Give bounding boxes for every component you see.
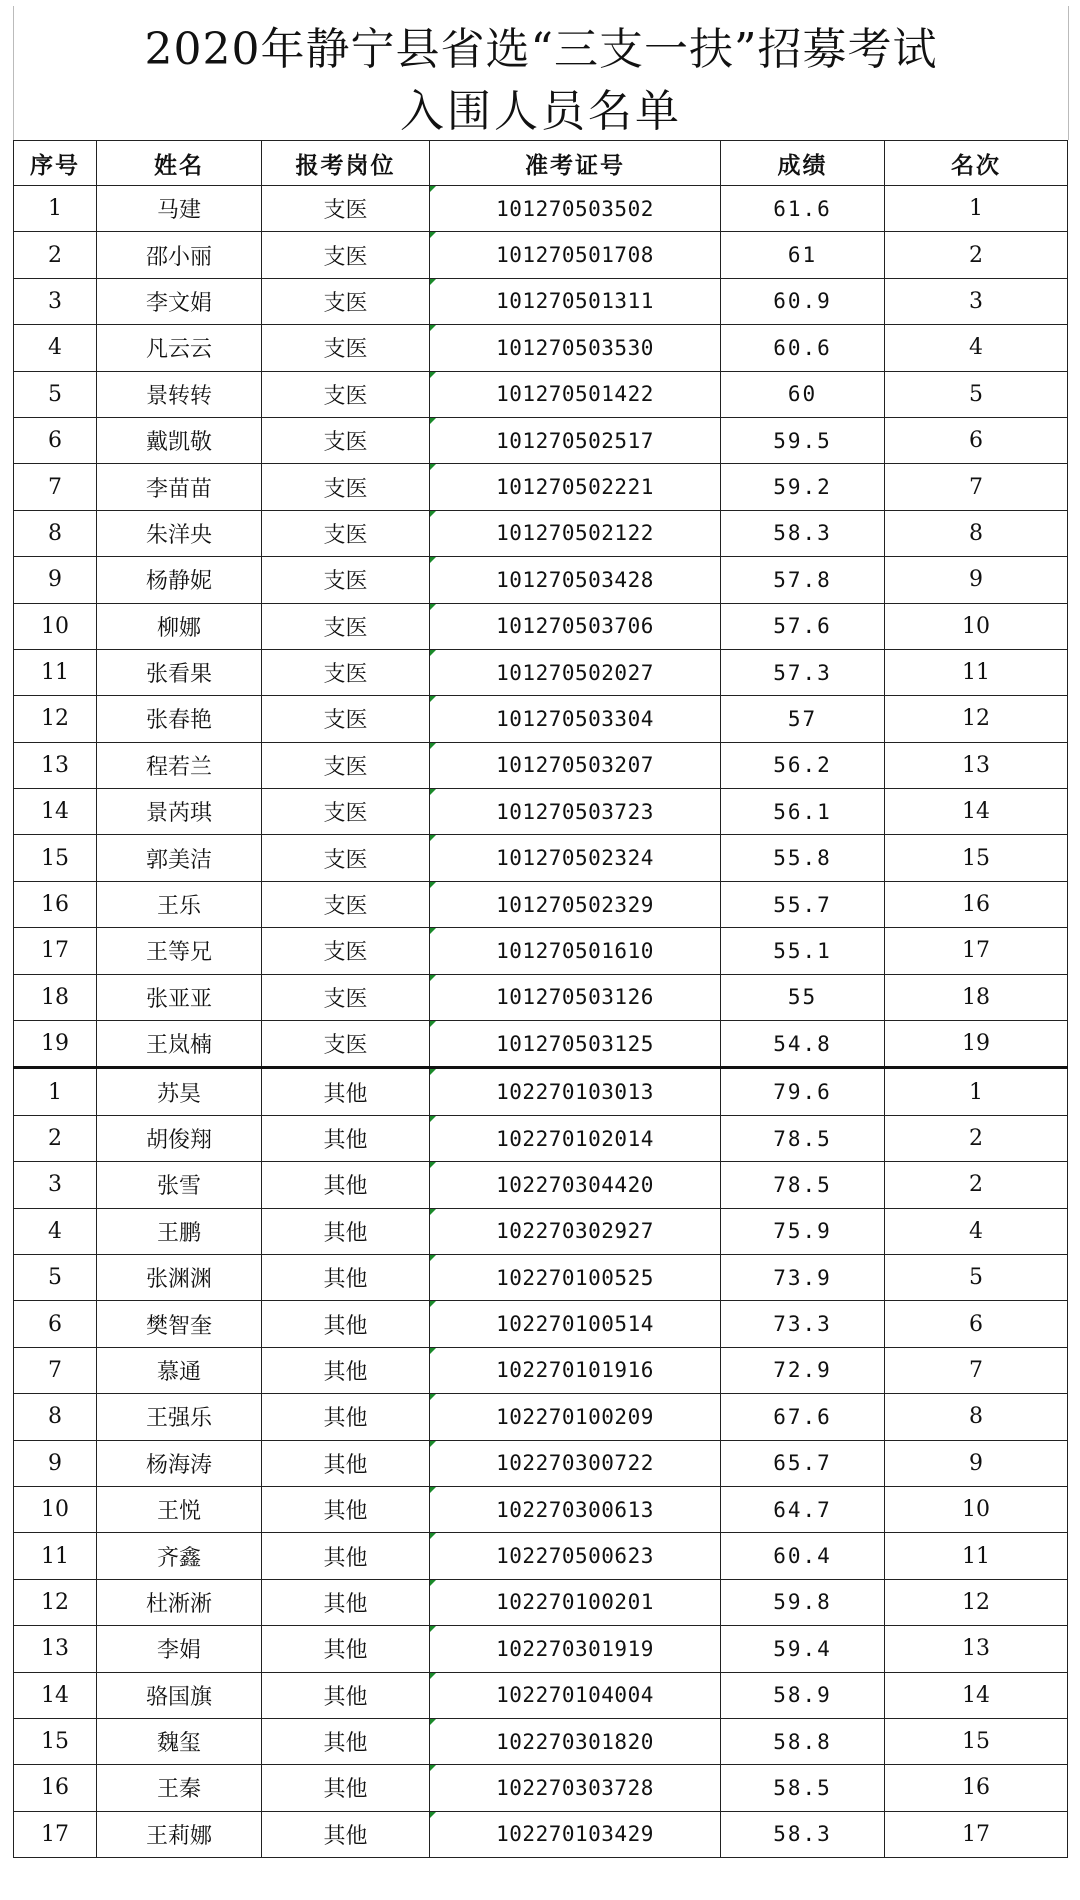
cell-post: 支医 [262, 696, 430, 742]
cell-rank: 10 [885, 603, 1068, 649]
cell-serial: 15 [14, 1718, 97, 1764]
cell-rank: 1 [885, 186, 1068, 232]
table-row [14, 928, 1068, 974]
cell-serial: 2 [14, 1115, 97, 1161]
cell-exam-id: 101270503125 [430, 1021, 721, 1068]
cell-exam-id: 102270104004 [430, 1672, 721, 1718]
cell-rank: 5 [885, 1254, 1068, 1300]
cell-post: 其他 [262, 1718, 430, 1764]
cell-serial: 3 [14, 1162, 97, 1208]
cell-name: 王悦 [97, 1486, 262, 1532]
header-score: 成绩 [721, 141, 885, 186]
cell-rank: 12 [885, 696, 1068, 742]
cell-serial: 11 [14, 1533, 97, 1579]
cell-serial: 5 [14, 1254, 97, 1300]
cell-rank: 4 [885, 325, 1068, 371]
cell-post: 支医 [262, 974, 430, 1020]
cell-name: 王鹏 [97, 1208, 262, 1254]
table-row [14, 881, 1068, 927]
cell-rank: 5 [885, 371, 1068, 417]
cell-name: 胡俊翔 [97, 1115, 262, 1161]
cell-exam-id: 101270503207 [430, 742, 721, 788]
cell-serial: 4 [14, 325, 97, 371]
table-row [14, 835, 1068, 881]
cell-score: 73.3 [721, 1301, 885, 1347]
cell-name: 樊智奎 [97, 1301, 262, 1347]
cell-rank: 1 [885, 1068, 1068, 1115]
cell-serial: 13 [14, 1626, 97, 1672]
cell-rank: 11 [885, 649, 1068, 695]
cell-score: 78.5 [721, 1115, 885, 1161]
cell-score: 60.6 [721, 325, 885, 371]
cell-score: 78.5 [721, 1162, 885, 1208]
cell-name: 李苗苗 [97, 464, 262, 510]
cell-score: 59.4 [721, 1626, 885, 1672]
cell-score: 60.4 [721, 1533, 885, 1579]
cell-post: 其他 [262, 1533, 430, 1579]
cell-rank: 6 [885, 417, 1068, 463]
cell-exam-id: 102270100514 [430, 1301, 721, 1347]
cell-exam-id: 102270100525 [430, 1254, 721, 1300]
cell-name: 郭美洁 [97, 835, 262, 881]
cell-rank: 3 [885, 278, 1068, 324]
cell-serial: 13 [14, 742, 97, 788]
cell-exam-id: 101270503428 [430, 557, 721, 603]
table-row [14, 371, 1068, 417]
table-row [14, 1486, 1068, 1532]
cell-exam-id: 102270500623 [430, 1533, 721, 1579]
cell-exam-id: 102270302927 [430, 1208, 721, 1254]
cell-name: 慕通 [97, 1347, 262, 1393]
cell-post: 其他 [262, 1301, 430, 1347]
cell-rank: 8 [885, 1394, 1068, 1440]
cell-post: 其他 [262, 1486, 430, 1532]
cell-serial: 16 [14, 881, 97, 927]
table-row [14, 1115, 1068, 1161]
cell-exam-id: 102270300722 [430, 1440, 721, 1486]
cell-rank: 13 [885, 742, 1068, 788]
table-row [14, 325, 1068, 371]
cell-name: 张春艳 [97, 696, 262, 742]
cell-rank: 19 [885, 1021, 1068, 1068]
cell-serial: 8 [14, 1394, 97, 1440]
table-row [14, 789, 1068, 835]
cell-serial: 9 [14, 1440, 97, 1486]
table-row [14, 278, 1068, 324]
cell-rank: 8 [885, 510, 1068, 556]
cell-exam-id: 101270502122 [430, 510, 721, 556]
table-row [14, 557, 1068, 603]
cell-rank: 2 [885, 232, 1068, 278]
cell-exam-id: 102270100209 [430, 1394, 721, 1440]
cell-name: 杜淅淅 [97, 1579, 262, 1625]
table-body [14, 186, 1068, 1858]
cell-name: 李娟 [97, 1626, 262, 1672]
table-row [14, 1579, 1068, 1625]
table-row [14, 1765, 1068, 1811]
cell-serial: 10 [14, 603, 97, 649]
cell-exam-id: 101270502517 [430, 417, 721, 463]
cell-score: 55.1 [721, 928, 885, 974]
cell-exam-id: 101270502324 [430, 835, 721, 881]
cell-post: 支医 [262, 417, 430, 463]
cell-exam-id: 101270502027 [430, 649, 721, 695]
cell-rank: 7 [885, 464, 1068, 510]
table-row [14, 1533, 1068, 1579]
cell-name: 王乐 [97, 881, 262, 927]
header-exam-id: 准考证号 [430, 141, 721, 186]
cell-name: 景转转 [97, 371, 262, 417]
cell-post: 支医 [262, 186, 430, 232]
cell-name: 李文娟 [97, 278, 262, 324]
table-row [14, 1811, 1068, 1857]
cell-exam-id: 101270503304 [430, 696, 721, 742]
cell-name: 王岚楠 [97, 1021, 262, 1068]
cell-rank: 15 [885, 1718, 1068, 1764]
cell-name: 张看果 [97, 649, 262, 695]
cell-serial: 3 [14, 278, 97, 324]
cell-rank: 4 [885, 1208, 1068, 1254]
table-row [14, 1068, 1068, 1115]
table-row [14, 1626, 1068, 1672]
cell-post: 支医 [262, 881, 430, 927]
cell-post: 支医 [262, 325, 430, 371]
cell-score: 72.9 [721, 1347, 885, 1393]
cell-name: 邵小丽 [97, 232, 262, 278]
cell-exam-id: 101270501422 [430, 371, 721, 417]
cell-serial: 1 [14, 1068, 97, 1115]
header-serial: 序号 [14, 141, 97, 186]
cell-score: 58.5 [721, 1765, 885, 1811]
header-row [14, 141, 1068, 186]
cell-name: 程若兰 [97, 742, 262, 788]
cell-serial: 14 [14, 789, 97, 835]
cell-score: 65.7 [721, 1440, 885, 1486]
cell-serial: 11 [14, 649, 97, 695]
cell-score: 61.6 [721, 186, 885, 232]
table-header [14, 141, 1068, 186]
cell-exam-id: 102270303728 [430, 1765, 721, 1811]
cell-post: 支医 [262, 649, 430, 695]
cell-score: 60.9 [721, 278, 885, 324]
cell-name: 王秦 [97, 1765, 262, 1811]
cell-name: 戴凯敬 [97, 417, 262, 463]
cell-score: 58.8 [721, 1718, 885, 1764]
cell-rank: 17 [885, 1811, 1068, 1857]
header-rank: 名次 [885, 141, 1068, 186]
cell-exam-id: 101270501311 [430, 278, 721, 324]
cell-exam-id: 101270503723 [430, 789, 721, 835]
cell-serial: 17 [14, 928, 97, 974]
cell-serial: 4 [14, 1208, 97, 1254]
cell-rank: 6 [885, 1301, 1068, 1347]
cell-score: 58.3 [721, 510, 885, 556]
cell-rank: 14 [885, 1672, 1068, 1718]
table-row [14, 464, 1068, 510]
table-row [14, 186, 1068, 232]
cell-score: 55 [721, 974, 885, 1020]
cell-post: 其他 [262, 1208, 430, 1254]
cell-serial: 12 [14, 696, 97, 742]
cell-post: 支医 [262, 278, 430, 324]
cell-post: 其他 [262, 1068, 430, 1115]
table-row [14, 1672, 1068, 1718]
cell-post: 其他 [262, 1626, 430, 1672]
cell-score: 79.6 [721, 1068, 885, 1115]
cell-serial: 8 [14, 510, 97, 556]
cell-post: 其他 [262, 1765, 430, 1811]
cell-rank: 16 [885, 1765, 1068, 1811]
cell-score: 58.9 [721, 1672, 885, 1718]
cell-post: 支医 [262, 928, 430, 974]
cell-exam-id: 101270503706 [430, 603, 721, 649]
cell-post: 支医 [262, 603, 430, 649]
cell-rank: 14 [885, 789, 1068, 835]
cell-post: 其他 [262, 1115, 430, 1161]
cell-exam-id: 101270502221 [430, 464, 721, 510]
cell-rank: 13 [885, 1626, 1068, 1672]
cell-serial: 5 [14, 371, 97, 417]
cell-exam-id: 102270100201 [430, 1579, 721, 1625]
cell-post: 其他 [262, 1579, 430, 1625]
header-name: 姓名 [97, 141, 262, 186]
cell-rank: 7 [885, 1347, 1068, 1393]
cell-score: 56.2 [721, 742, 885, 788]
cell-exam-id: 102270300613 [430, 1486, 721, 1532]
cell-exam-id: 102270301919 [430, 1626, 721, 1672]
cell-name: 王强乐 [97, 1394, 262, 1440]
cell-serial: 7 [14, 464, 97, 510]
cell-score: 59.8 [721, 1579, 885, 1625]
cell-name: 张亚亚 [97, 974, 262, 1020]
cell-score: 58.3 [721, 1811, 885, 1857]
table-row [14, 1394, 1068, 1440]
cell-post: 支医 [262, 464, 430, 510]
cell-serial: 6 [14, 417, 97, 463]
cell-post: 支医 [262, 789, 430, 835]
cell-post: 支医 [262, 557, 430, 603]
cell-score: 54.8 [721, 1021, 885, 1068]
cell-score: 57.6 [721, 603, 885, 649]
cell-serial: 18 [14, 974, 97, 1020]
header-post: 报考岗位 [262, 141, 430, 186]
cell-score: 59.5 [721, 417, 885, 463]
cell-post: 其他 [262, 1440, 430, 1486]
cell-serial: 17 [14, 1811, 97, 1857]
cell-name: 凡云云 [97, 325, 262, 371]
cell-name: 朱洋央 [97, 510, 262, 556]
cell-name: 魏玺 [97, 1718, 262, 1764]
table-row [14, 1162, 1068, 1208]
table-row [14, 974, 1068, 1020]
cell-serial: 16 [14, 1765, 97, 1811]
cell-rank: 2 [885, 1115, 1068, 1161]
cell-score: 56.1 [721, 789, 885, 835]
cell-score: 55.7 [721, 881, 885, 927]
cell-score: 57.8 [721, 557, 885, 603]
document-title [13, 6, 1069, 140]
cell-score: 57.3 [721, 649, 885, 695]
cell-exam-id: 102270304420 [430, 1162, 721, 1208]
cell-post: 支医 [262, 510, 430, 556]
cell-rank: 9 [885, 1440, 1068, 1486]
cell-rank: 18 [885, 974, 1068, 1020]
cell-serial: 1 [14, 186, 97, 232]
cell-exam-id: 102270103429 [430, 1811, 721, 1857]
cell-score: 55.8 [721, 835, 885, 881]
cell-rank: 9 [885, 557, 1068, 603]
cell-serial: 10 [14, 1486, 97, 1532]
cell-serial: 2 [14, 232, 97, 278]
cell-exam-id: 101270503530 [430, 325, 721, 371]
cell-serial: 7 [14, 1347, 97, 1393]
cell-score: 57 [721, 696, 885, 742]
table-row [14, 1718, 1068, 1764]
cell-exam-id: 102270301820 [430, 1718, 721, 1764]
cell-name: 柳娜 [97, 603, 262, 649]
cell-rank: 15 [885, 835, 1068, 881]
cell-name: 杨海涛 [97, 1440, 262, 1486]
cell-name: 王等兄 [97, 928, 262, 974]
title-line-2: 入围人员名单 [400, 86, 682, 137]
cell-post: 其他 [262, 1811, 430, 1857]
table-row [14, 417, 1068, 463]
cell-post: 其他 [262, 1672, 430, 1718]
cell-post: 其他 [262, 1394, 430, 1440]
cell-post: 支医 [262, 1021, 430, 1068]
table-row [14, 1301, 1068, 1347]
table-row [14, 603, 1068, 649]
cell-exam-id: 101270502329 [430, 881, 721, 927]
cell-serial: 19 [14, 1021, 97, 1068]
cell-name: 张雪 [97, 1162, 262, 1208]
cell-score: 64.7 [721, 1486, 885, 1532]
cell-post: 其他 [262, 1254, 430, 1300]
cell-score: 59.2 [721, 464, 885, 510]
cell-post: 其他 [262, 1347, 430, 1393]
cell-name: 齐鑫 [97, 1533, 262, 1579]
cell-post: 支医 [262, 232, 430, 278]
cell-rank: 17 [885, 928, 1068, 974]
cell-post: 支医 [262, 835, 430, 881]
cell-rank: 12 [885, 1579, 1068, 1625]
cell-score: 67.6 [721, 1394, 885, 1440]
cell-score: 75.9 [721, 1208, 885, 1254]
table-row [14, 1440, 1068, 1486]
cell-name: 王莉娜 [97, 1811, 262, 1857]
cell-name: 杨静妮 [97, 557, 262, 603]
cell-rank: 16 [885, 881, 1068, 927]
table-row [14, 1347, 1068, 1393]
cell-rank: 2 [885, 1162, 1068, 1208]
cell-name: 张渊渊 [97, 1254, 262, 1300]
cell-score: 73.9 [721, 1254, 885, 1300]
cell-score: 61 [721, 232, 885, 278]
cell-exam-id: 102270102014 [430, 1115, 721, 1161]
cell-rank: 10 [885, 1486, 1068, 1532]
cell-name: 景芮琪 [97, 789, 262, 835]
cell-exam-id: 101270503502 [430, 186, 721, 232]
cell-post: 支医 [262, 742, 430, 788]
cell-name: 马建 [97, 186, 262, 232]
cell-name: 骆国旗 [97, 1672, 262, 1718]
cell-name: 苏昊 [97, 1068, 262, 1115]
table-row [14, 510, 1068, 556]
cell-serial: 15 [14, 835, 97, 881]
table-row [14, 696, 1068, 742]
cell-serial: 9 [14, 557, 97, 603]
table-row [14, 649, 1068, 695]
cell-exam-id: 102270101916 [430, 1347, 721, 1393]
cell-serial: 14 [14, 1672, 97, 1718]
table-row [14, 742, 1068, 788]
cell-rank: 11 [885, 1533, 1068, 1579]
cell-exam-id: 102270103013 [430, 1068, 721, 1115]
cell-serial: 6 [14, 1301, 97, 1347]
cell-exam-id: 101270501708 [430, 232, 721, 278]
cell-exam-id: 101270501610 [430, 928, 721, 974]
cell-post: 其他 [262, 1162, 430, 1208]
table-row [14, 1208, 1068, 1254]
table-row [14, 232, 1068, 278]
table-row [14, 1254, 1068, 1300]
cell-post: 支医 [262, 371, 430, 417]
title-line-1: 2020年静宁县省选“三支一扶”招募考试 [144, 24, 938, 75]
table-row [14, 1021, 1068, 1068]
cell-exam-id: 101270503126 [430, 974, 721, 1020]
candidate-table [13, 140, 1068, 1858]
cell-score: 60 [721, 371, 885, 417]
cell-serial: 12 [14, 1579, 97, 1625]
